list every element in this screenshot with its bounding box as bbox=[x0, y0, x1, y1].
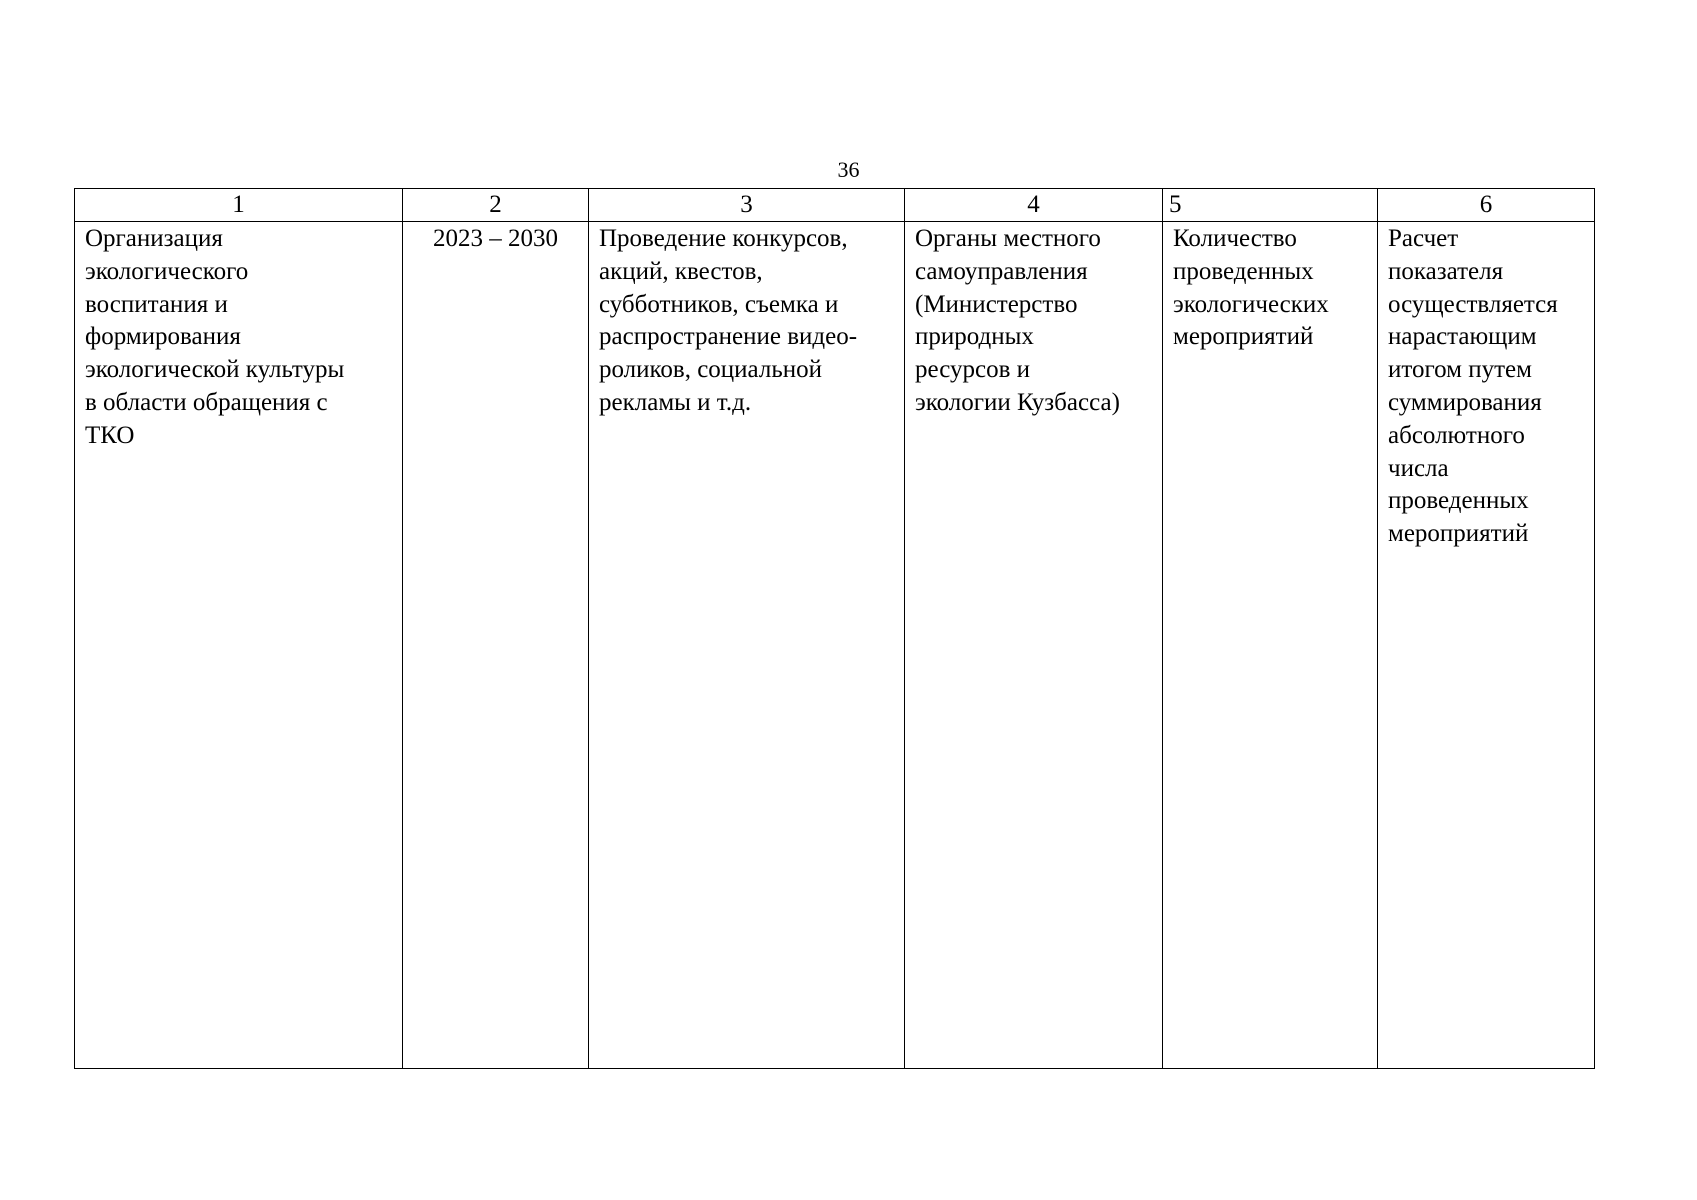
calculation-line: осуществляется bbox=[1388, 290, 1558, 318]
column-number-2: 2 bbox=[403, 189, 589, 222]
responsible-cell bbox=[905, 222, 1163, 1069]
calculation-line: Расчет bbox=[1388, 225, 1459, 252]
responsible-line: ресурсов и bbox=[915, 356, 1031, 384]
measures-line: субботников, съемка и bbox=[599, 290, 839, 318]
task-line: формирования bbox=[85, 323, 241, 351]
measures-line: роликов, социальной bbox=[599, 356, 823, 384]
calculation-line: итогом путем bbox=[1388, 356, 1532, 384]
indicator-line: экологических bbox=[1173, 290, 1329, 318]
responsible-line: самоуправления bbox=[915, 257, 1088, 285]
calculation-cell bbox=[1378, 222, 1595, 1069]
column-number-3: 3 bbox=[589, 189, 905, 222]
measures-line: распространение видео- bbox=[599, 323, 858, 351]
indicator-line: Количество bbox=[1173, 225, 1297, 252]
task-line: Организация bbox=[85, 225, 223, 252]
calculation-line: числа bbox=[1388, 454, 1449, 482]
measures-line: рекламы и т.д. bbox=[599, 388, 752, 416]
responsible-line: экологии Кузбасса) bbox=[915, 388, 1120, 416]
task-line: экологического bbox=[85, 257, 249, 285]
responsible-line: (Министерство bbox=[915, 290, 1078, 318]
task-line: воспитания и bbox=[85, 290, 228, 318]
column-number-1: 1 bbox=[75, 189, 403, 222]
period-cell bbox=[403, 222, 589, 1069]
table-row bbox=[75, 222, 1595, 1069]
task-cell bbox=[75, 222, 403, 1069]
measures-line: Проведение конкурсов, bbox=[599, 225, 848, 252]
indicator-line: проведенных bbox=[1173, 257, 1314, 285]
table-header-row bbox=[75, 189, 1595, 222]
responsible-line: природных bbox=[915, 323, 1034, 351]
period-text: 2023 – 2030 bbox=[433, 225, 558, 252]
column-number-5: 5 bbox=[1163, 189, 1378, 222]
task-line: в области обращения с bbox=[85, 388, 328, 416]
calculation-line: проведенных bbox=[1388, 487, 1529, 515]
task-line: ТКО bbox=[85, 421, 135, 449]
column-number-4: 4 bbox=[905, 189, 1163, 222]
indicator-line: мероприятий bbox=[1173, 323, 1314, 351]
calculation-line: мероприятий bbox=[1388, 520, 1529, 548]
calculation-line: нарастающим bbox=[1388, 323, 1537, 351]
column-number-6: 6 bbox=[1378, 189, 1595, 222]
measures-line: акций, квестов, bbox=[599, 257, 763, 285]
calculation-line: суммирования bbox=[1388, 388, 1542, 416]
calculation-line: абсолютного bbox=[1388, 421, 1525, 449]
indicator-cell bbox=[1163, 222, 1378, 1069]
responsible-line: Органы местного bbox=[915, 225, 1101, 252]
activities-table bbox=[74, 188, 1595, 1069]
calculation-line: показателя bbox=[1388, 257, 1504, 285]
page-number: 36 bbox=[837, 157, 860, 182]
measures-cell bbox=[589, 222, 905, 1069]
task-line: экологической культуры bbox=[85, 356, 345, 384]
